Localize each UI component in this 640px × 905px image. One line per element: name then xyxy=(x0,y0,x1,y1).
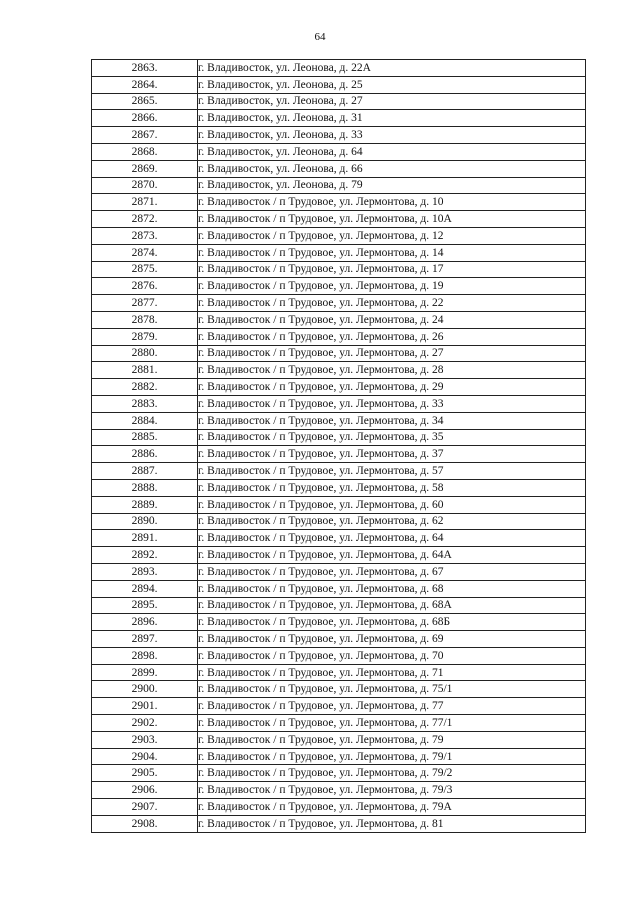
table-row xyxy=(92,227,586,244)
table-row xyxy=(92,563,586,580)
row-number: 2873. xyxy=(92,227,198,244)
row-number: 2877. xyxy=(92,295,198,312)
row-number: 2902. xyxy=(92,715,198,732)
table-row xyxy=(92,362,586,379)
row-number: 2895. xyxy=(92,597,198,614)
table-row xyxy=(92,530,586,547)
row-number: 2875. xyxy=(92,261,198,278)
row-number: 2889. xyxy=(92,496,198,513)
table-row xyxy=(92,177,586,194)
row-number: 2879. xyxy=(92,328,198,345)
row-address: г. Владивосток / п Трудовое, ул. Лермонтова, д. 60 xyxy=(198,496,586,513)
row-number: 2883. xyxy=(92,395,198,412)
row-address: г. Владивосток / п Трудовое, ул. Лермонтова, д. 68Б xyxy=(198,614,586,631)
table-row xyxy=(92,715,586,732)
row-number: 2900. xyxy=(92,681,198,698)
row-address: г. Владивосток, ул. Леонова, д. 25 xyxy=(198,76,586,93)
table-row xyxy=(92,244,586,261)
row-number: 2901. xyxy=(92,698,198,715)
table-row xyxy=(92,496,586,513)
table-row xyxy=(92,211,586,228)
row-address: г. Владивосток, ул. Леонова, д. 79 xyxy=(198,177,586,194)
row-number: 2892. xyxy=(92,547,198,564)
row-address: г. Владивосток / п Трудовое, ул. Лермонтова, д. 57 xyxy=(198,463,586,480)
table-row xyxy=(92,446,586,463)
row-number: 2880. xyxy=(92,345,198,362)
row-address: г. Владивосток, ул. Леонова, д. 66 xyxy=(198,160,586,177)
table-row xyxy=(92,799,586,816)
row-address: г. Владивосток / п Трудовое, ул. Лермонтова, д. 17 xyxy=(198,261,586,278)
page-number: 64 xyxy=(314,31,326,43)
table-row xyxy=(92,815,586,832)
row-address: г. Владивосток, ул. Леонова, д. 64 xyxy=(198,143,586,160)
row-number: 2864. xyxy=(92,76,198,93)
table-row xyxy=(92,479,586,496)
row-number: 2893. xyxy=(92,563,198,580)
row-number: 2868. xyxy=(92,143,198,160)
row-number: 2894. xyxy=(92,580,198,597)
address-table-body xyxy=(92,60,586,833)
row-address: г. Владивосток / п Трудовое, ул. Лермонтова, д. 37 xyxy=(198,446,586,463)
row-address: г. Владивосток / п Трудовое, ул. Лермонтова, д. 75/1 xyxy=(198,681,586,698)
row-number: 2899. xyxy=(92,664,198,681)
row-number: 2887. xyxy=(92,463,198,480)
row-number: 2886. xyxy=(92,446,198,463)
table-row xyxy=(92,463,586,480)
row-address: г. Владивосток / п Трудовое, ул. Лермонтова, д. 79/2 xyxy=(198,765,586,782)
row-number: 2866. xyxy=(92,110,198,127)
row-address: г. Владивосток, ул. Леонова, д. 22А xyxy=(198,60,586,77)
row-address: г. Владивосток / п Трудовое, ул. Лермонтова, д. 79А xyxy=(198,799,586,816)
row-address: г. Владивосток / п Трудовое, ул. Лермонтова, д. 71 xyxy=(198,664,586,681)
table-row xyxy=(92,731,586,748)
row-number: 2865. xyxy=(92,93,198,110)
row-address: г. Владивосток / п Трудовое, ул. Лермонтова, д. 67 xyxy=(198,563,586,580)
table-row xyxy=(92,295,586,312)
row-number: 2896. xyxy=(92,614,198,631)
row-number: 2905. xyxy=(92,765,198,782)
table-row xyxy=(92,547,586,564)
table-row xyxy=(92,379,586,396)
table-row xyxy=(92,127,586,144)
table-row xyxy=(92,631,586,648)
address-table xyxy=(91,59,586,833)
row-address: г. Владивосток / п Трудовое, ул. Лермонтова, д. 69 xyxy=(198,631,586,648)
row-address: г. Владивосток, ул. Леонова, д. 27 xyxy=(198,93,586,110)
row-address: г. Владивосток / п Трудовое, ул. Лермонтова, д. 79/1 xyxy=(198,748,586,765)
table-row xyxy=(92,664,586,681)
row-number: 2888. xyxy=(92,479,198,496)
row-number: 2872. xyxy=(92,211,198,228)
row-number: 2904. xyxy=(92,748,198,765)
table-row xyxy=(92,76,586,93)
row-address: г. Владивосток, ул. Леонова, д. 33 xyxy=(198,127,586,144)
row-address: г. Владивосток / п Трудовое, ул. Лермонтова, д. 62 xyxy=(198,513,586,530)
table-row xyxy=(92,261,586,278)
table-row xyxy=(92,765,586,782)
row-number: 2907. xyxy=(92,799,198,816)
table-row xyxy=(92,395,586,412)
row-address: г. Владивосток / п Трудовое, ул. Лермонтова, д. 35 xyxy=(198,429,586,446)
row-address: г. Владивосток / п Трудовое, ул. Лермонтова, д. 77/1 xyxy=(198,715,586,732)
row-address: г. Владивосток / п Трудовое, ул. Лермонтова, д. 68А xyxy=(198,597,586,614)
row-number: 2869. xyxy=(92,160,198,177)
row-number: 2908. xyxy=(92,815,198,832)
row-number: 2898. xyxy=(92,647,198,664)
table-row xyxy=(92,93,586,110)
row-number: 2881. xyxy=(92,362,198,379)
table-row xyxy=(92,647,586,664)
row-address: г. Владивосток / п Трудовое, ул. Лермонтова, д. 70 xyxy=(198,647,586,664)
row-address: г. Владивосток / п Трудовое, ул. Лермонтова, д. 64А xyxy=(198,547,586,564)
row-number: 2863. xyxy=(92,60,198,77)
row-number: 2890. xyxy=(92,513,198,530)
row-number: 2884. xyxy=(92,412,198,429)
table-row xyxy=(92,698,586,715)
row-number: 2906. xyxy=(92,782,198,799)
table-row xyxy=(92,194,586,211)
table-row xyxy=(92,345,586,362)
table-row xyxy=(92,782,586,799)
table-row xyxy=(92,160,586,177)
row-address: г. Владивосток / п Трудовое, ул. Лермонтова, д. 79/3 xyxy=(198,782,586,799)
row-address: г. Владивосток / п Трудовое, ул. Лермонтова, д. 10А xyxy=(198,211,586,228)
row-address: г. Владивосток / п Трудовое, ул. Лермонтова, д. 29 xyxy=(198,379,586,396)
row-address: г. Владивосток / п Трудовое, ул. Лермонтова, д. 22 xyxy=(198,295,586,312)
row-address: г. Владивосток / п Трудовое, ул. Лермонтова, д. 27 xyxy=(198,345,586,362)
row-number: 2882. xyxy=(92,379,198,396)
row-number: 2891. xyxy=(92,530,198,547)
table-row xyxy=(92,311,586,328)
row-address: г. Владивосток / п Трудовое, ул. Лермонтова, д. 28 xyxy=(198,362,586,379)
row-address: г. Владивосток / п Трудовое, ул. Лермонтова, д. 19 xyxy=(198,278,586,295)
table-row xyxy=(92,328,586,345)
table-row xyxy=(92,143,586,160)
row-number: 2867. xyxy=(92,127,198,144)
table-row xyxy=(92,681,586,698)
row-address: г. Владивосток / п Трудовое, ул. Лермонтова, д. 64 xyxy=(198,530,586,547)
row-number: 2903. xyxy=(92,731,198,748)
table-row xyxy=(92,429,586,446)
row-address: г. Владивосток / п Трудовое, ул. Лермонтова, д. 24 xyxy=(198,311,586,328)
table-row xyxy=(92,513,586,530)
row-number: 2897. xyxy=(92,631,198,648)
row-address: г. Владивосток / п Трудовое, ул. Лермонтова, д. 12 xyxy=(198,227,586,244)
row-address: г. Владивосток / п Трудовое, ул. Лермонтова, д. 58 xyxy=(198,479,586,496)
table-row xyxy=(92,60,586,77)
row-number: 2871. xyxy=(92,194,198,211)
row-address: г. Владивосток / п Трудовое, ул. Лермонтова, д. 81 xyxy=(198,815,586,832)
row-number: 2878. xyxy=(92,311,198,328)
row-address: г. Владивосток / п Трудовое, ул. Лермонтова, д. 34 xyxy=(198,412,586,429)
row-address: г. Владивосток / п Трудовое, ул. Лермонтова, д. 26 xyxy=(198,328,586,345)
row-address: г. Владивосток / п Трудовое, ул. Лермонтова, д. 33 xyxy=(198,395,586,412)
row-number: 2870. xyxy=(92,177,198,194)
row-address: г. Владивосток, ул. Леонова, д. 31 xyxy=(198,110,586,127)
row-address: г. Владивосток / п Трудовое, ул. Лермонтова, д. 10 xyxy=(198,194,586,211)
table-row xyxy=(92,580,586,597)
table-row xyxy=(92,278,586,295)
row-address: г. Владивосток / п Трудовое, ул. Лермонтова, д. 79 xyxy=(198,731,586,748)
row-number: 2874. xyxy=(92,244,198,261)
table-row xyxy=(92,748,586,765)
row-number: 2885. xyxy=(92,429,198,446)
row-address: г. Владивосток / п Трудовое, ул. Лермонтова, д. 77 xyxy=(198,698,586,715)
table-row xyxy=(92,412,586,429)
table-row xyxy=(92,597,586,614)
row-address: г. Владивосток / п Трудовое, ул. Лермонтова, д. 68 xyxy=(198,580,586,597)
table-row xyxy=(92,614,586,631)
row-number: 2876. xyxy=(92,278,198,295)
row-address: г. Владивосток / п Трудовое, ул. Лермонтова, д. 14 xyxy=(198,244,586,261)
table-row xyxy=(92,110,586,127)
